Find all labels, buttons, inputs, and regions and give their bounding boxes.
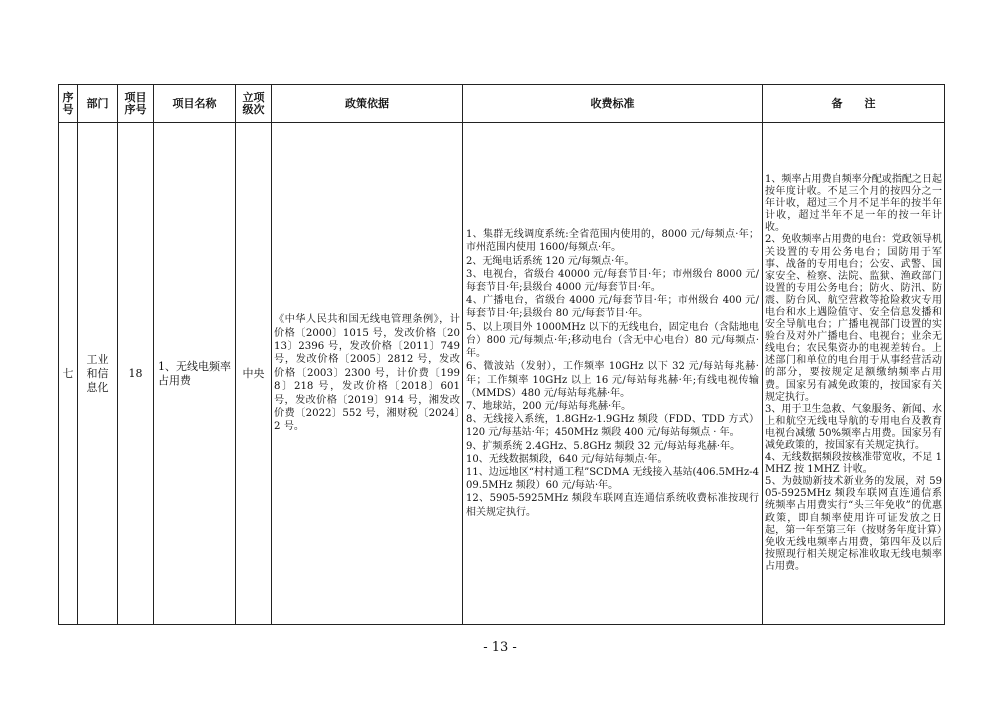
cell-notes — [763, 123, 945, 625]
cell-seq: 七 — [59, 123, 78, 625]
header-notes: 备 注 — [763, 85, 945, 123]
note-line: 1、频率占用费自频率分配或指配之日起按年度计收。不足三个月的按四分之一年计收，超过三个月不足半年的按半年计收，超过半年不足一年的按一年计收。 — [765, 173, 942, 234]
cell-dept: 工业和信息化 — [78, 123, 118, 625]
note-line: 2、免收频率占用费的电台：党政领导机关设置的专用公务电台；国防用于军事、战备的专用电台；公安、武警、国家安全、检察、法院、监狱、渔政部门设置的专用公务电台；防火、防汛、防震、防台风、航空营救等抢险救灾专用电台和水上遇险值守、安全信息发播和安全导航电台；广播电视部门设置的实验台及对外广播电台、电视台；业余无线电台；农民集资办的电视差转台。上述部门和单位的电台用于从事经营活动的部分，要按规定足额缴纳频率占用费。国家另有减免政策的，按国家有关规定执行。 — [765, 234, 942, 403]
standard-line: 11、边远地区“村村通工程”SCDMA 无线接入基站(406.5MHz-409.5MHz 频段）60 元/每站·年。 — [466, 466, 759, 492]
header-row — [59, 85, 945, 123]
note-line: 5、为鼓励新技术新业务的发展，对 5905-5925MHz 频段车联网直连通信系统频率占用费实行“头三年免收”的优惠政策，即自频率使用许可证发放之日起，第一年至第三年（按财务年度计算）免收无线电频率占用费，第四年及以后按照现行相关规定标准收取无线电频率占用费。 — [765, 476, 942, 572]
cell-item-seq: 18 — [118, 123, 154, 625]
header-level: 立项级次 — [236, 85, 272, 123]
standard-line: 8、无线接入系统，1.8GHz-1.9GHz 频段（FDD、TDD 方式）120 元/每基站·年；450MHz 频段 400 元/每站每频点 · 年。 — [466, 414, 759, 439]
standard-line: 4、广播电台，省级台 4000 元/每套节目·年；市州级台 400 元/每套节目·年;县级台 80 元/每套节目·年。 — [466, 295, 759, 320]
header-standard: 收费标准 — [463, 85, 763, 123]
table-row — [59, 123, 945, 625]
standard-line: 1、集群无线调度系统:全省范围内使用的，8000 元/每频点·年；市州范围内使用 1600/每频点·年。 — [466, 229, 759, 254]
cell-item-name: 1、无线电频率占用费 — [154, 123, 236, 625]
standard-line: 2、无绳电话系统 120 元/每频点·年。 — [466, 255, 635, 267]
standard-line: 5、以上项目外 1000MHz 以下的无线电台，固定电台（含陆地电台）800 元/每频点·年;移动电台（含无中心电台）80 元/每频点·年。 — [466, 321, 759, 360]
standard-line: 6、微波站（发射），工作频率 10GHz 以下 32 元/每站每兆赫·年；工作频率 10GHz 以上 16 元/每站每兆赫·年;有线电视传输（MMDS）480 元/每站每兆赫·年。 — [466, 361, 759, 399]
standard-line: 10、无线数据频段，640 元/每站每频点·年。 — [466, 453, 668, 465]
standard-line: 3、电视台，省级台 40000 元/每套节目·年；市州级台 8000 元/每套节目·年;县级台 4000 元/每套节目·年。 — [466, 268, 759, 294]
fee-table — [58, 84, 945, 625]
header-dept: 部门 — [78, 85, 118, 123]
standard-line: 12、5905-5925MHz 频段车联网直连通信系统收费标准按现行相关规定执行。 — [466, 493, 759, 518]
page-number: - 13 - — [483, 640, 517, 655]
note-line: 4、无线数据频段按核准带宽收，不足 1MHZ 按 1MHZ 计收。 — [765, 452, 942, 476]
standard-line: 9、扩频系统 2.4GHz、5.8GHz 频段 32 元/每站每兆赫·年。 — [466, 440, 741, 452]
cell-policy: 《中华人民共和国无线电管理条例》，计价格〔2000〕1015 号，发改价格〔2013〕2396 号，发改价格〔2011〕749 号，发改价格〔2005〕2812 号，发改价格〔2003〕2300 号，计价费〔1998〕218 号，发改价格〔2018〕601 号，发改价格〔2019〕914 号，湘发改价费〔2022〕552 号，湘财税〔2024〕2 号。 — [272, 123, 463, 625]
cell-standard — [463, 123, 763, 625]
header-item-name: 项目名称 — [154, 85, 236, 123]
header-seq: 序号 — [59, 85, 78, 123]
standard-line: 7、地球站，200 元/每站每兆赫·年。 — [466, 400, 632, 412]
header-item-seq: 项目序号 — [118, 85, 154, 123]
note-line: 3、用于卫生急救、气象服务、新闻、水上和航空无线电导航的专用电台及教育电视台减缴 50%频率占用费。国家另有减免政策的，按国家有关规定执行。 — [765, 403, 942, 452]
header-policy: 政策依据 — [272, 85, 463, 123]
cell-level: 中央 — [236, 123, 272, 625]
